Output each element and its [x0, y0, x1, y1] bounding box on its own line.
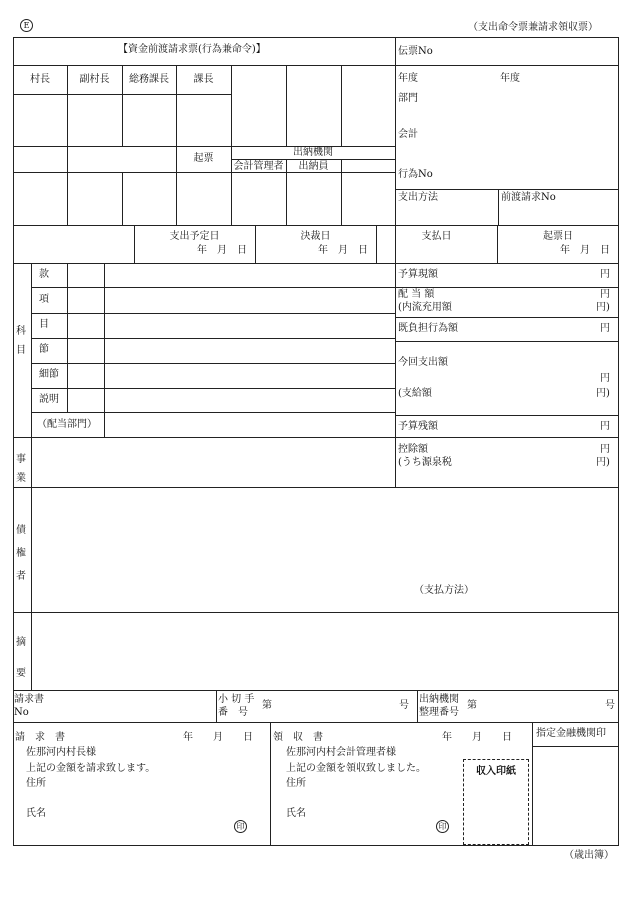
seal-icon: 印: [436, 820, 449, 833]
nendo-label-2: 年度: [500, 73, 520, 84]
suitouin-label: 出納員: [298, 161, 329, 172]
yen-unit: 円): [596, 457, 610, 468]
approval-role-label: 副村長: [79, 74, 110, 85]
corner-mark: E: [20, 19, 33, 32]
top-right-title: （支出命令票兼請求領収票）: [468, 22, 598, 33]
seikyusho-address-label: 住所: [26, 778, 46, 789]
dai-label: 第: [467, 700, 477, 711]
shitei-kinyu-stamp-cell[interactable]: [533, 747, 618, 845]
shiharai-houhou-note: （支払方法）: [414, 585, 474, 596]
gensen-label: (うち源泉税: [398, 457, 452, 468]
ryoushusho-body: 上記の金額を領収致しました。: [286, 763, 426, 774]
shiharai-houhou-label: 支出方法: [398, 192, 438, 203]
shiharai-label: 支払日: [421, 231, 452, 242]
kippyo-bi-date: 年 月 日: [560, 245, 610, 256]
shitei-kinyu-label: 指定金融機関印: [536, 728, 606, 739]
yosan-zangaku-label: 予算残額: [398, 421, 438, 432]
kogitte-label: 小 切 手: [218, 694, 255, 705]
haitou-gaku-label: 配 当 額: [398, 289, 435, 300]
yen-unit: 円): [596, 388, 610, 399]
seikyusho-date: 年 月 日: [183, 732, 253, 743]
kamoku-label: 科目: [16, 326, 26, 356]
kippyo-bi-label: 起票日: [543, 231, 573, 242]
jigyou-label: 事業: [16, 454, 26, 484]
kachou-stamp-cell[interactable]: [177, 95, 231, 146]
gou-label: 号: [605, 700, 615, 711]
approval-role-label: 総務課長: [129, 74, 169, 85]
kamoku-row-label: 細節: [39, 369, 59, 380]
kaikei-kanrisha-label: 会計管理者: [233, 161, 284, 172]
kessai-label: 決裁日: [300, 231, 331, 242]
ryoushusho-name-label: 氏名: [286, 808, 306, 819]
form-title: 【資金前渡請求票(行為兼命令)】: [118, 44, 266, 55]
haitou-bumon-label: （配当部門）: [37, 419, 97, 430]
kamoku-row-label: 項: [39, 294, 49, 305]
koujo-label: 控除額: [398, 444, 428, 455]
shishutsu-yotei-date: 年 月 日: [197, 245, 247, 256]
mura-chou-stamp-cell[interactable]: [14, 95, 67, 146]
seal-icon: 印: [234, 820, 247, 833]
ryoushusho-title: 領 収 書: [273, 732, 323, 743]
shishutsu-yotei-label: 支出予定日: [169, 231, 220, 242]
seikyusho-no-label: 請求書: [14, 694, 44, 705]
yosan-gengaku-label: 予算現額: [398, 269, 438, 280]
footer-note: （歳出簿）: [564, 850, 614, 861]
approval-role-label: 村長: [30, 74, 50, 85]
seikyusho-no-label-2: No: [14, 707, 29, 718]
kifutan-label: 既負担行為額: [398, 323, 458, 334]
tekiyou-label: 摘要: [16, 637, 26, 679]
koui-no-label: 行為No: [398, 169, 433, 180]
yen-unit: 円): [596, 302, 610, 313]
kamoku-row-label: 目: [39, 319, 49, 330]
fuku-mura-chou-stamp-cell[interactable]: [68, 95, 122, 146]
maewatashi-no-label: 前渡請求No: [501, 192, 556, 203]
shikyuu-label: (支給額: [398, 388, 432, 399]
suitou-kikan-no-label: 出納機関: [419, 694, 459, 705]
bumon-label: 部門: [398, 93, 418, 104]
kogitte-label-2: 番 号: [218, 707, 248, 718]
ryoushusho-addressee: 佐那河内村会計管理者様: [286, 747, 396, 758]
yen-unit: 円: [600, 289, 610, 300]
seikyusho-name-label: 氏名: [26, 808, 46, 819]
yen-unit: 円: [600, 323, 610, 334]
nairyu-label: (内流充用額: [398, 302, 452, 313]
kippyo-label: 起票: [193, 153, 214, 164]
kessai-date: 年 月 日: [318, 245, 368, 256]
saikensha-label: 債権者: [16, 525, 26, 582]
suitou-kikan-no-label-2: 整理番号: [419, 707, 459, 718]
nendo-label-1: 年度: [398, 73, 418, 84]
yen-unit: 円: [600, 421, 610, 432]
kamoku-row-label: 節: [39, 344, 49, 355]
seikyusho-title: 請 求 書: [15, 732, 65, 743]
kamoku-row-label: 説明: [39, 394, 59, 405]
seikyusho-body: 上記の金額を請求致します。: [26, 763, 156, 774]
ryoushusho-address-label: 住所: [286, 778, 306, 789]
yen-unit: 円: [600, 444, 610, 455]
revenue-stamp-label: 収入印紙: [476, 766, 516, 777]
yen-unit: 円: [600, 269, 610, 280]
approval-role-label: 課長: [193, 74, 214, 85]
ryoushusho-date: 年 月 日: [442, 732, 512, 743]
seikyusho-addressee: 佐那河内村長様: [26, 747, 96, 758]
konkai-label: 今回支出額: [398, 357, 448, 368]
kaikei-label: 会計: [398, 129, 418, 140]
gou-label: 号: [399, 700, 409, 711]
soumu-kachou-stamp-cell[interactable]: [123, 95, 176, 146]
yen-unit: 円: [600, 373, 610, 384]
dai-label: 第: [262, 700, 272, 711]
kamoku-row-label: 款: [39, 269, 49, 280]
suitou-kikan-label: 出納機関: [293, 147, 333, 158]
denpyo-no-label: 伝票No: [398, 46, 433, 57]
